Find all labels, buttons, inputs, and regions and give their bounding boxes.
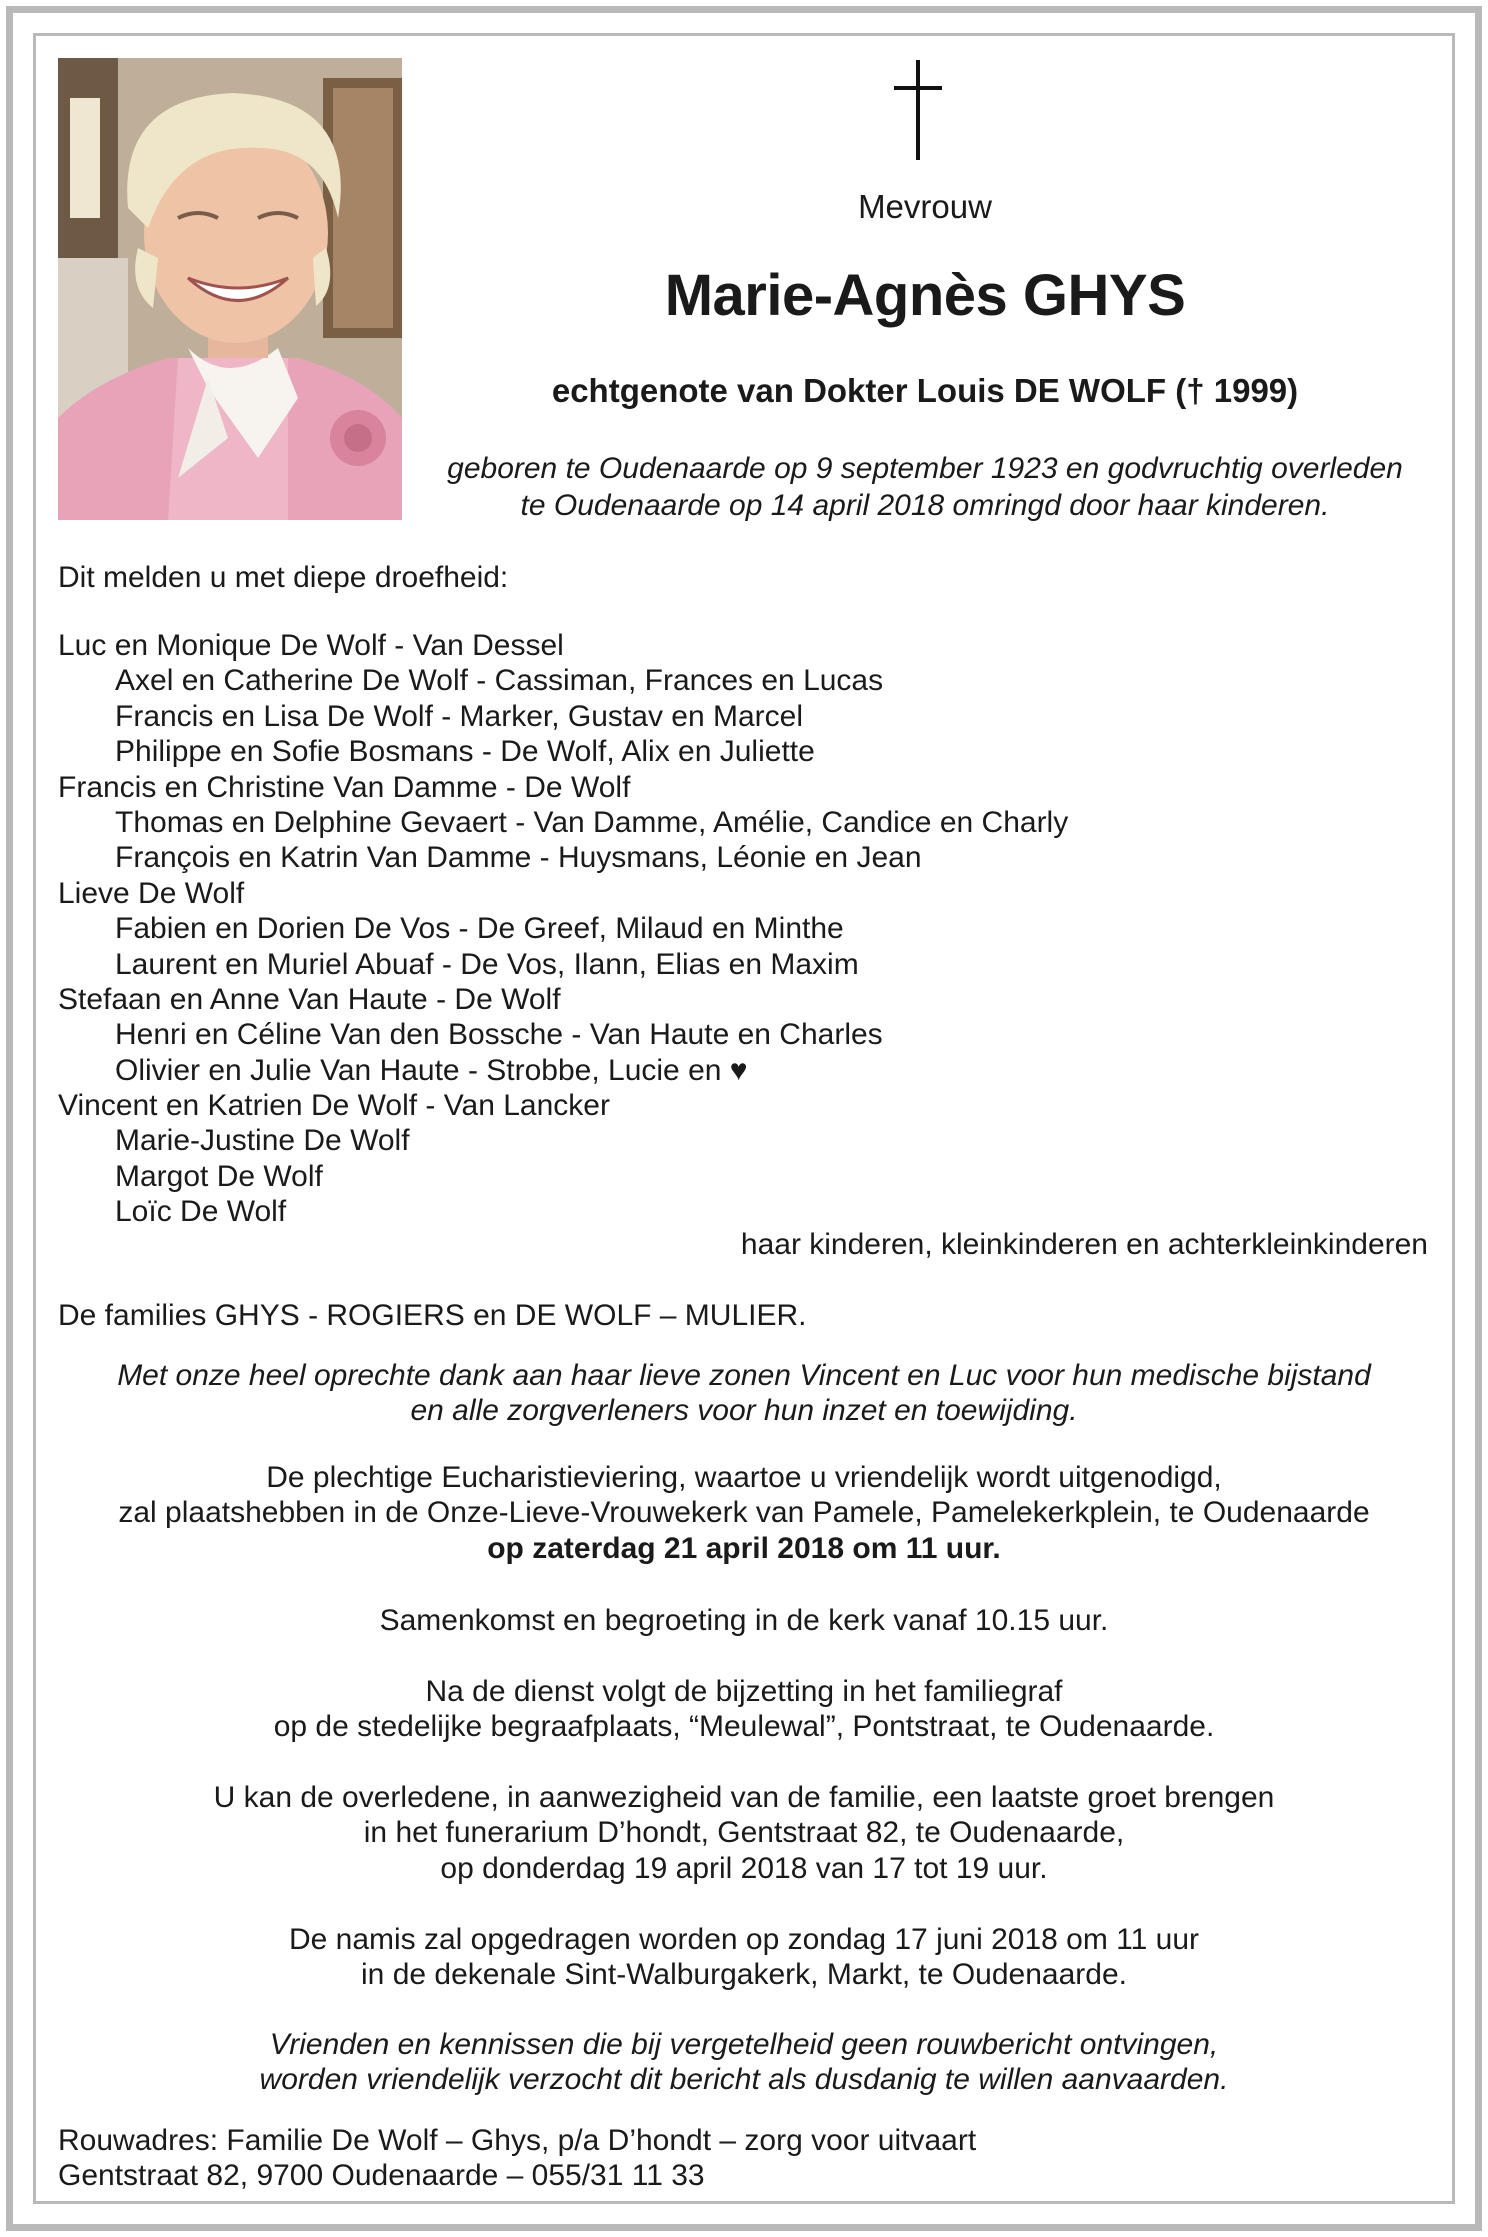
ceremony-date: op zaterdag 21 april 2018 om 11 uur. [487, 1531, 1001, 1565]
memorial-line: in de dekenale Sint-Walburgakerk, Markt, te Oudenaarde. [361, 1958, 1127, 1992]
deceased-name: Marie-Agnès GHYS [664, 263, 1186, 328]
grandchild-family-row: Marie-Justine De Wolf [115, 1124, 410, 1158]
title-prefix: Mevrouw [858, 188, 992, 225]
family-list [58, 628, 1068, 1230]
grandchild-family-row: Francis en Lisa De Wolf - Marker, Gustav en Marcel [115, 699, 804, 733]
ceremony-line: zal plaatshebben in de Onze-Lieve-Vrouwekerk van Pamele, Pamelekerkplein, te Oudenaarde [118, 1496, 1370, 1530]
burial-line: op de stedelijke begraafplaats, “Meulewal”, Pontstraat, te Oudenaarde. [273, 1710, 1215, 1744]
address-line: Gentstraat 82, 9700 Oudenaarde – 055/31 11 33 [58, 2159, 705, 2193]
birth-death-text [420, 450, 1430, 524]
child-family-row: Luc en Monique De Wolf - Van Dessel [58, 629, 564, 662]
grandchild-family-row: Philippe en Sofie Bosmans - De Wolf, Alix en Juliette [115, 735, 815, 769]
grandchild-family-row: Margot De Wolf [115, 1159, 323, 1193]
burial-text [58, 1674, 1430, 1745]
thanks-line: en alle zorgverleners voor hun inzet en toewijding. [410, 1394, 1078, 1428]
death-line: te Oudenaarde op 14 april 2018 omringd door haar kinderen. [520, 489, 1330, 522]
visit-text [58, 1780, 1430, 1886]
cross-icon [888, 60, 948, 160]
friends-line: worden vriendelijk verzocht dit bericht als dusdanig te willen aanvaarden. [259, 2063, 1229, 2097]
grandchild-family-row: Thomas en Delphine Gevaert - Van Damme, Amélie, Candice en Charly [115, 805, 1069, 839]
child-family-row: Stefaan en Anne Van Haute - De Wolf [58, 982, 561, 1016]
ceremony-line: De plechtige Eucharistieviering, waartoe u vriendelijk wordt uitgenodigd, [266, 1461, 1222, 1494]
friends-line: Vrienden en kennissen die bij vergetelheid geen rouwbericht ontvingen, [269, 2028, 1219, 2061]
burial-line: Na de dienst volgt de bijzetting in het familiegraf [425, 1675, 1063, 1708]
announcement-intro: Dit melden u met diepe droefheid: [58, 561, 509, 594]
thanks-text [58, 1358, 1430, 1429]
visit-line: op donderdag 19 april 2018 van 17 tot 19 uur. [440, 1851, 1048, 1885]
friends-notice [58, 2027, 1430, 2098]
grandchild-family-row: Axel en Catherine De Wolf - Cassiman, Frances en Lucas [115, 664, 884, 698]
birth-line: geboren te Oudenaarde op 9 september 1923 en godvruchtig overleden [447, 452, 1403, 485]
visit-line: U kan de overledene, in aanwezigheid van de familie, een laatste groet brengen [213, 1781, 1275, 1814]
child-family-row: Vincent en Katrien De Wolf - Van Lancker [58, 1089, 610, 1123]
grandchild-family-row: François en Katrin Van Damme - Huysmans, Léonie en Jean [115, 841, 922, 875]
visit-line: in het funerarium D’hondt, Gentstraat 82, te Oudenaarde, [363, 1816, 1125, 1850]
grandchild-family-row: Henri en Céline Van den Bossche - Van Haute en Charles [115, 1018, 883, 1052]
grandchild-family-row: Laurent en Muriel Abuaf - De Vos, Ilann, Elias en Maxim [115, 947, 859, 981]
memorial-line: De namis zal opgedragen worden op zondag 17 juni 2018 om 11 uur [288, 1923, 1200, 1956]
relatives-summary: haar kinderen, kleinkinderen en achterkleinkinderen [740, 1228, 1428, 1261]
grandchild-family-row: Olivier en Julie Van Haute - Strobbe, Lucie en ♥ [115, 1053, 748, 1087]
memorial-mass-text [58, 1922, 1430, 1993]
portrait-photo [58, 58, 402, 520]
spouse-line: echtgenote van Dokter Louis DE WOLF († 1999) [551, 372, 1299, 409]
child-family-row: Francis en Christine Van Damme - De Wolf [58, 770, 631, 804]
mourning-address [58, 2123, 976, 2194]
gathering-text: Samenkomst en begroeting in de kerk vanaf 10.15 uur. [379, 1604, 1109, 1637]
child-family-row: Lieve De Wolf [58, 876, 245, 910]
families-line: De families GHYS - ROGIERS en DE WOLF – MULIER. [58, 1299, 807, 1332]
grandchild-family-row: Fabien en Dorien De Vos - De Greef, Milaud en Minthe [115, 912, 844, 946]
address-line: Rouwadres: Familie De Wolf – Ghys, p/a D’hondt – zorg voor uitvaart [58, 2124, 977, 2157]
grandchild-family-row: Loïc De Wolf [115, 1195, 287, 1229]
ceremony-text [58, 1460, 1430, 1566]
portrait-illustration [58, 58, 402, 520]
thanks-line: Met onze heel oprechte dank aan haar lieve zonen Vincent en Luc voor hun medische bijstand [117, 1359, 1371, 1392]
